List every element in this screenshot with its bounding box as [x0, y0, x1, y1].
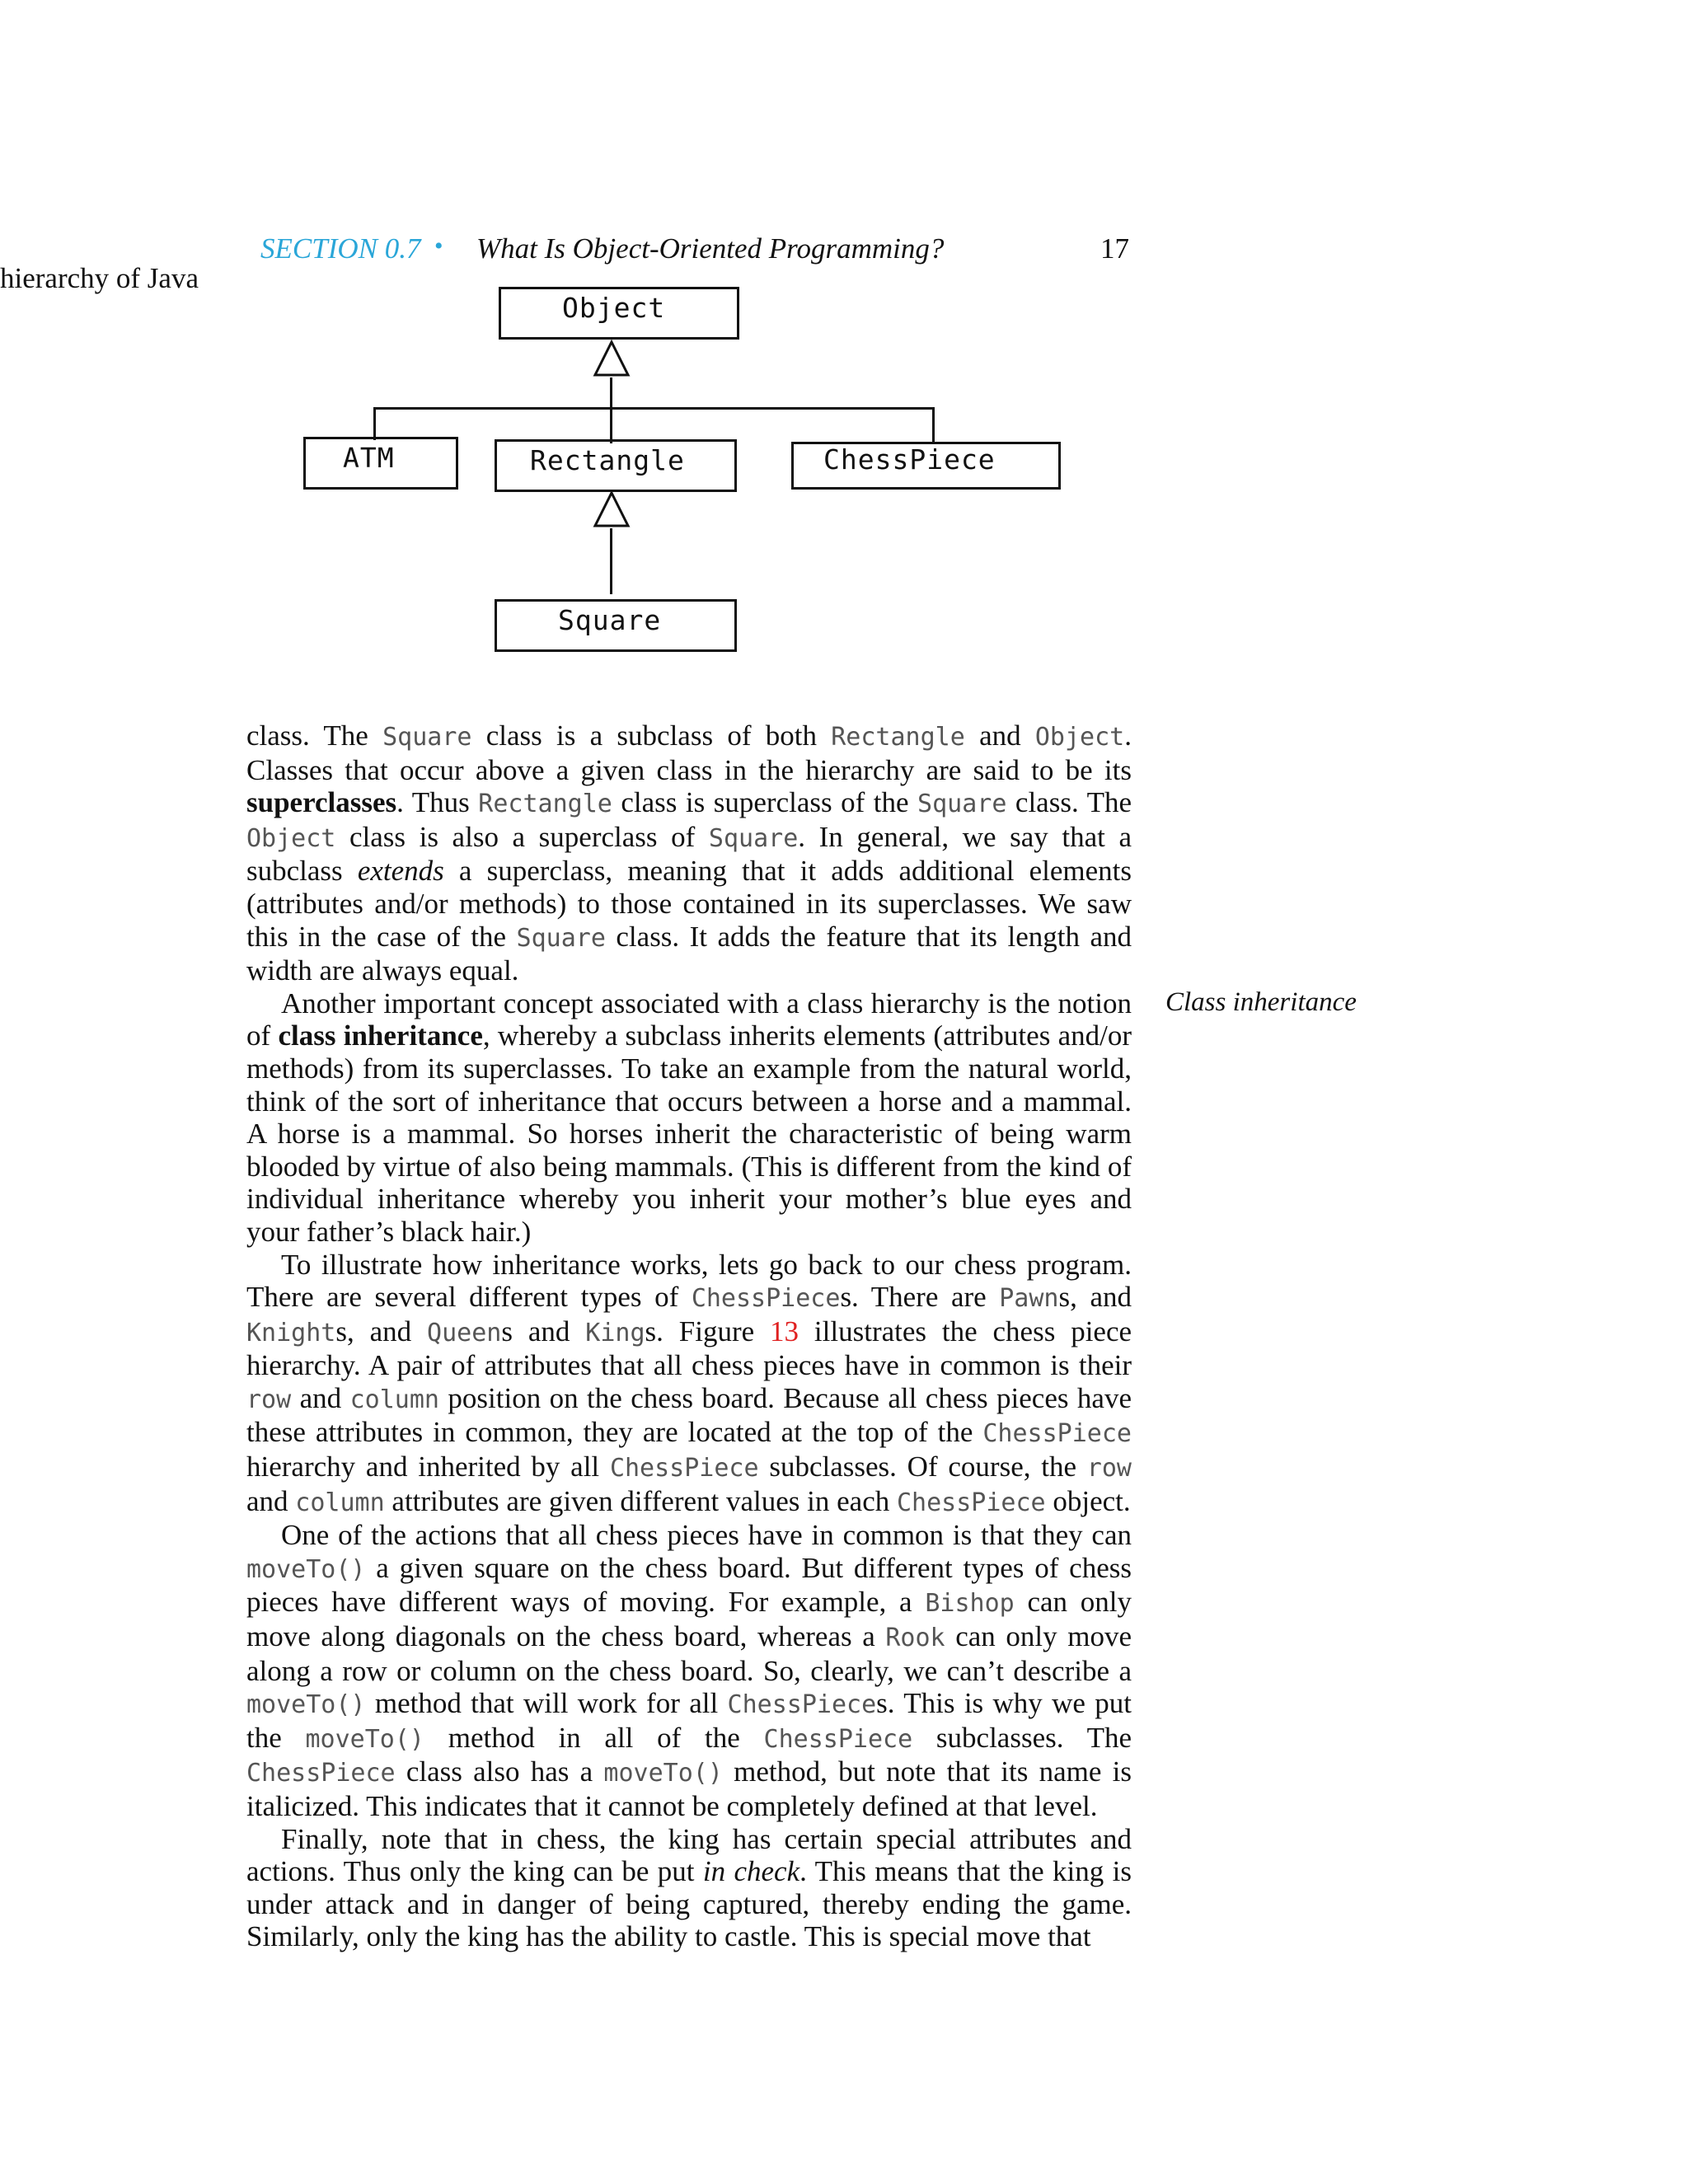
figure-link[interactable]: 13: [770, 1315, 799, 1347]
code-term: moveTo(): [305, 1724, 424, 1754]
bold-term: class inheritance: [278, 1019, 483, 1052]
code-term: King: [585, 1318, 645, 1347]
code-term: ChessPiece: [727, 1690, 877, 1720]
margin-note: Class inheritance: [1165, 987, 1357, 1017]
code-term: row: [1086, 1454, 1132, 1483]
code-term: Square: [516, 923, 606, 953]
code-term: ChessPiece: [897, 1488, 1046, 1517]
code-term: Square: [708, 823, 799, 853]
code-term: ChessPiece: [246, 1759, 396, 1788]
connector-line: [373, 407, 376, 440]
code-term: Pawn: [999, 1284, 1059, 1314]
code-term: Square: [382, 723, 472, 752]
code-term: Square: [917, 790, 1007, 819]
code-term: moveTo(): [246, 1554, 366, 1584]
code-term: ChessPiece: [691, 1284, 841, 1314]
code-term: Rectangle: [831, 723, 965, 752]
header-bullet: •: [434, 232, 443, 260]
paragraph: Finally, note that in chess, the king has certain special attributes and actions. Thus only the king can be put in check. This means that the king is under attack and in danger of being captured, thereby ending the game. Similarly, only the king has the ability to castle. This is special move that: [246, 1822, 1132, 1953]
italic-term: extends: [357, 855, 444, 888]
code-term: Object: [246, 823, 336, 853]
bold-term: superclasses: [246, 786, 397, 819]
cropped-fragment-text: hierarchy of Java: [0, 262, 199, 294]
paragraph: To illustrate how inheritance works, lets go back to our chess program. There are several different types of ChessPieces. There are Pawns, and Knights, and Queens and Kings. Figure 13 illustrates the chess piece hierarchy. A pair of attributes that all chess pieces have in common is their row and column position on the chess board. Because all chess pieces have these attributes in common, they are located at the top of the ChessPiece hierarchy and inherited by all ChessPiece subclasses. Of course, the row and column attributes are given different values in each ChessPiece object.: [246, 1248, 1132, 1517]
code-term: ChessPiece: [982, 1419, 1132, 1449]
connector-line: [932, 407, 935, 443]
body-text: [246, 719, 1132, 1953]
connector-line: [610, 377, 612, 443]
connector-line: [610, 528, 612, 594]
square-class-box: Square: [495, 599, 737, 652]
code-term: ChessPiece: [763, 1724, 913, 1754]
inheritance-arrow-icon: [593, 490, 631, 528]
rectangle-class-box: Rectangle: [495, 439, 737, 492]
header-section-label: SECTION 0.7: [260, 232, 421, 265]
code-term: column: [349, 1385, 439, 1414]
code-term: moveTo(): [246, 1690, 366, 1720]
atm-class-box: ATM: [303, 437, 458, 490]
code-term: moveTo(): [603, 1759, 723, 1788]
object-class-box: Object: [499, 287, 739, 340]
page-number: 17: [1100, 232, 1129, 265]
paragraph: One of the actions that all chess pieces have in common is that they can moveTo() a given square on the chess board. But different types of chess pieces have different ways of moving. For example, a Bishop can only move along diagonals on the chess board, whereas a Rook can only move along a row or column on the chess board. So, clearly, we can’t describe a moveTo() method that will work for all ChessPieces. This is why we put the moveTo() method in all of the ChessPiece subclasses. The ChessPiece class also has a moveTo() method, but note that its name is italicized. This indicates that it cannot be completely defined at that level.: [246, 1519, 1132, 1822]
chesspiece-class-box: ChessPiece: [791, 442, 1061, 490]
code-term: column: [295, 1488, 385, 1517]
italic-term: in check: [702, 1855, 800, 1888]
code-term: Object: [1034, 723, 1125, 752]
connector-line: [373, 407, 935, 410]
code-term: ChessPiece: [609, 1454, 759, 1483]
code-term: Rectangle: [478, 790, 612, 819]
code-term: Bishop: [925, 1589, 1015, 1619]
inheritance-arrow-icon: [593, 340, 631, 377]
paragraph: class. The Square class is a subclass of both Rectangle and Object. Classes that occur above a given class in the hierarchy are said to be its superclasses. Thus Rectangle class is superclass of the Square class. The Object class is also a superclass of Square. In general, we say that a subclass extends a superclass, meaning that it adds additional elements (attributes and/or methods) to those contained in its superclasses. We saw this in the case of the Square class. It adds the feature that its length and width are always equal.: [246, 719, 1132, 987]
code-term: Rook: [885, 1624, 945, 1653]
code-term: row: [246, 1385, 292, 1414]
header-title: What Is Object-Oriented Programming?: [476, 232, 945, 265]
code-term: Knight: [246, 1318, 336, 1347]
code-term: Queen: [427, 1318, 502, 1347]
paragraph: Another important concept associated with a class hierarchy is the notion of class inheritance, whereby a subclass inherits elements (attributes and/or methods) from its superclasses. To take an example from the natural world, think of the sort of inheritance that occurs between a horse and a mammal. A horse is a mammal. So horses inherit the characteristic of being warm blooded by virtue of also being mammals. (This is different from the kind of individual inheritance whereby you inherit your mother’s blue eyes and your father’s black hair.): [246, 987, 1132, 1248]
